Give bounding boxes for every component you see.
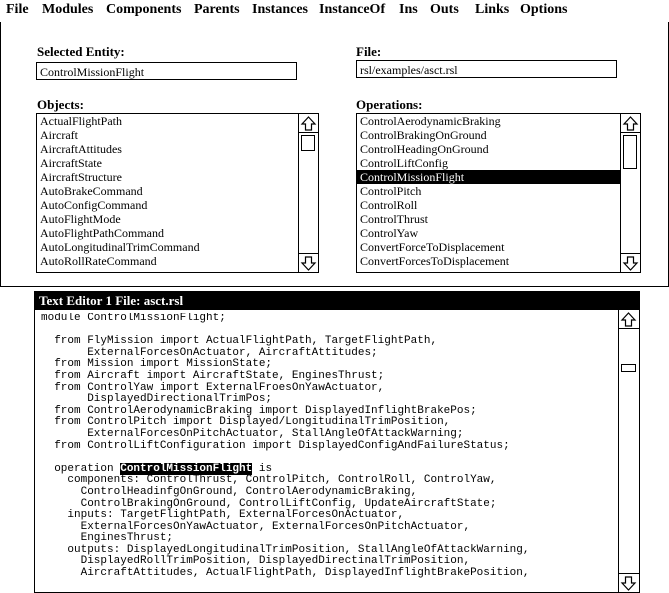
editor-highlighted-operation: ControlMissionFlight (120, 462, 253, 475)
list-item[interactable]: AutoFlightPathCommand (40, 226, 165, 240)
text-editor-window (34, 291, 640, 593)
operations-list-items (357, 114, 620, 272)
file-field[interactable]: rsl/examples/asct.rsl (356, 60, 617, 78)
list-item[interactable]: AutoRollRateCommand (40, 254, 157, 268)
editor-line: from ControlYaw import ExternalFroesOnYawActuator, (54, 381, 385, 394)
scroll-down-arrow-icon[interactable] (619, 573, 639, 592)
editor-line: ExternalForcesOnPitchActuator, StallAngleOfAttackWarning; (87, 427, 464, 440)
editor-line: from FlyMission import ActualFlightPath, TargetFlightPath, (54, 335, 438, 348)
menu-instanceof[interactable]: InstanceOf (319, 2, 386, 17)
editor-line: ExternalForcesOnActuator, AircraftAttitudes; (87, 346, 378, 359)
editor-line: AircraftAttitudes, ActualFlightPath, DisplayedInflightBrakePosition, (41, 567, 530, 580)
objects-scroll-thumb[interactable] (301, 135, 315, 151)
editor-line: from ControlAerodynamicBraking import DisplayedInflightBrakePos; (54, 404, 477, 417)
editor-line: from ControlLiftConfiguration import DisplayedConfigAndFailureStatus; (54, 439, 510, 452)
editor-line: from ControlPitch import Displayed/LongitudinalTrimPosition, (54, 416, 451, 429)
editor-line: from Mission import MissionState; (54, 358, 273, 371)
editor-lines-before (41, 313, 510, 452)
editor-line: ControlBrakingOnGround, ControlLiftConfig, UpdateAircraftState; (80, 497, 497, 510)
menu-ins[interactable]: Ins (399, 2, 418, 17)
operations-label: Operations: (356, 97, 423, 112)
editor-line: ExternalForcesOnYawActuator, ExternalForcesOnPitchActuator, (80, 520, 471, 533)
list-item[interactable]: ActualFlightPath (40, 114, 122, 128)
list-item[interactable]: AircraftStructure (40, 170, 122, 184)
selected-entity-label: Selected Entity: (37, 44, 125, 59)
list-item[interactable]: AutoFlightMode (40, 212, 121, 226)
text-editor-content[interactable] (41, 313, 615, 592)
editor-line: DisplayedDirectionalTrimPos; (87, 393, 273, 406)
text-editor-title-bar[interactable]: Text Editor 1 File: asct.rsl (35, 292, 639, 310)
list-item[interactable]: AircraftAttitudes (40, 142, 122, 156)
list-item[interactable]: ControlPitch (360, 184, 422, 198)
list-item[interactable]: ControlAerodynamicBraking (360, 114, 501, 128)
entity-browser-pane (0, 22, 669, 287)
editor-line: from Aircraft import AircraftState, EnginesThrust; (54, 369, 385, 382)
objects-list[interactable] (36, 113, 319, 273)
scroll-down-arrow-icon[interactable] (621, 253, 640, 272)
list-item[interactable]: ConvertForceToDisplacement (360, 240, 505, 254)
list-item[interactable]: ControlHeadingOnGround (360, 142, 489, 156)
scroll-up-arrow-icon[interactable] (621, 114, 640, 133)
menu-parents[interactable]: Parents (194, 2, 240, 17)
editor-line: inputs: TargetFlightPath, ExternalForcesOnActuator, (67, 509, 405, 522)
editor-lines-after (41, 474, 529, 579)
objects-list-items (37, 114, 298, 272)
editor-scrollbar[interactable] (618, 310, 639, 592)
list-item[interactable]: ConvertForcesToDisplacement (360, 254, 510, 268)
menu-bar (0, 0, 669, 22)
editor-line: EnginesThrust; (80, 532, 174, 545)
operations-scroll-thumb[interactable] (623, 135, 637, 169)
editor-op-prefix: operation (41, 462, 121, 475)
objects-label: Objects: (37, 97, 84, 112)
scroll-down-arrow-icon[interactable] (299, 253, 318, 272)
menu-links[interactable]: Links (475, 2, 510, 17)
editor-line: module ControlMissionFlight; (41, 313, 226, 324)
menu-components[interactable]: Components (106, 2, 182, 17)
list-item[interactable]: ControlThrust (360, 212, 428, 226)
objects-scrollbar[interactable] (298, 114, 318, 272)
editor-line: DisplayedRollTrimPosition, DisplayedDirectinalTrimPosition, (80, 555, 471, 568)
editor-line: components: ControlThrust, ControlPitch, ControlRoll, ControlYaw, (67, 474, 497, 487)
menu-modules[interactable]: Modules (42, 2, 94, 17)
list-item[interactable]: Aircraft (40, 128, 78, 142)
operations-scrollbar[interactable] (620, 114, 640, 272)
editor-line: outputs: DisplayedLongitudinalTrimPosition, StallAngleOfAttackWarning, (67, 543, 530, 556)
operations-list[interactable] (356, 113, 641, 273)
list-item[interactable]: ControlRoll (360, 198, 418, 212)
list-item[interactable]: AutoBrakeCommand (40, 184, 143, 198)
scroll-up-arrow-icon[interactable] (619, 310, 639, 329)
menu-file[interactable]: File (6, 2, 29, 17)
editor-scroll-thumb[interactable] (621, 364, 636, 372)
list-item[interactable]: AutoConfigCommand (40, 198, 148, 212)
selected-entity-field[interactable]: ControlMissionFlight (36, 62, 297, 80)
list-item[interactable]: ControlMissionFlight (357, 170, 620, 184)
file-label: File: (356, 44, 382, 59)
list-item[interactable]: AircraftState (40, 156, 102, 170)
menu-outs[interactable]: Outs (430, 2, 459, 17)
editor-op-suffix: is (252, 462, 273, 475)
list-item[interactable]: ControlBrakingOnGround (360, 128, 487, 142)
list-item[interactable]: ControlLiftConfig (360, 156, 448, 170)
scroll-up-arrow-icon[interactable] (299, 114, 318, 133)
list-item[interactable]: AutoLongitudinalTrimCommand (40, 240, 200, 254)
menu-options[interactable]: Options (520, 2, 568, 17)
list-item[interactable]: ControlYaw (360, 226, 419, 240)
editor-line: ControlHeadinfgOnGround, ControlAerodynamicBraking, (80, 485, 418, 498)
menu-instances[interactable]: Instances (252, 2, 309, 17)
